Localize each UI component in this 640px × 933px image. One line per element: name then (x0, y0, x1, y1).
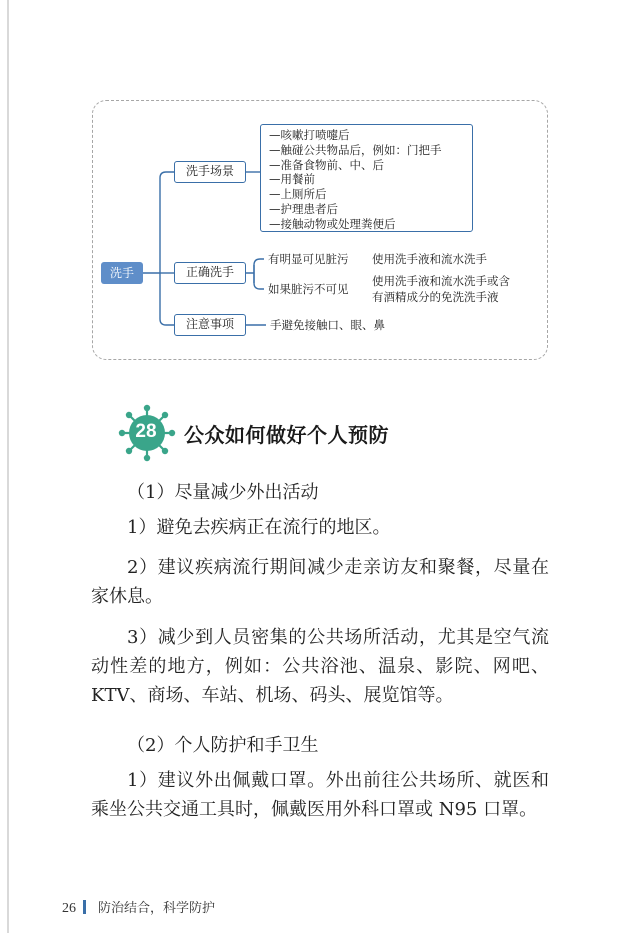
scene-item: —触碰公共物品后，例如：门把手 (269, 142, 442, 157)
subheading-reduce-outings: （1）尽量减少外出活动 (127, 482, 319, 503)
body-paragraph: 3）减少到人员密集的公共场所活动，尤其是空气流动性差的地方，例如：公共浴池、温泉、影院、网吧、KTV、商场、车站、机场、码头、展览馆等。 (91, 627, 549, 706)
mindmap-scene-list (260, 124, 473, 232)
scene-item: —护理患者后 (269, 201, 338, 216)
scene-item: —准备食物前、中、后 (269, 157, 384, 172)
page-footer (62, 897, 215, 917)
body-paragraph: 2）建议疾病流行期间减少走亲访友和聚餐，尽量在家休息。 (91, 557, 549, 607)
section-title: 公众如何做好个人预防 (184, 423, 389, 447)
scene-item: —咳嗽打喷嚏后 (269, 128, 350, 142)
body-paragraph: 1）避免去疾病正在流行的地区。 (127, 517, 391, 538)
mindmap-node-scene: 洗手场景 (174, 161, 246, 183)
correct-case1-action: 使用洗手液和流水洗手 (372, 252, 487, 266)
page-number: 26 (62, 901, 76, 916)
correct-case1-condition: 有明显可见脏污 (268, 252, 349, 266)
body-paragraph: 1）建议外出佩戴口罩。外出前往公共场所、就医和乘坐公共交通工具时，佩戴医用外科口罩或 N95 口罩。 (91, 770, 549, 820)
correct-case2-condition: 如果脏污不可见 (268, 282, 349, 296)
section-number: 28 (135, 421, 157, 442)
caution-detail: 手避免接触口、眼、鼻 (270, 318, 385, 332)
mindmap-node-correct: 正确洗手 (174, 262, 246, 284)
scene-item: —用餐前 (269, 172, 315, 187)
mindmap-root-node: 洗手 (101, 262, 143, 284)
mindmap-node-caution: 注意事项 (174, 314, 246, 336)
subheading-personal-protection: （2）个人防护和手卫生 (127, 735, 319, 756)
footer-divider (83, 900, 86, 914)
scene-item: —上厕所后 (269, 187, 327, 202)
correct-case2-action-line2: 有酒精成分的免洗洗手液 (372, 290, 499, 304)
running-title: 防治结合，科学防护 (98, 901, 216, 916)
correct-case2-action-line1: 使用洗手液和流水洗手或含 (372, 274, 510, 288)
scene-item: —接触动物或处理粪便后 (269, 216, 396, 231)
